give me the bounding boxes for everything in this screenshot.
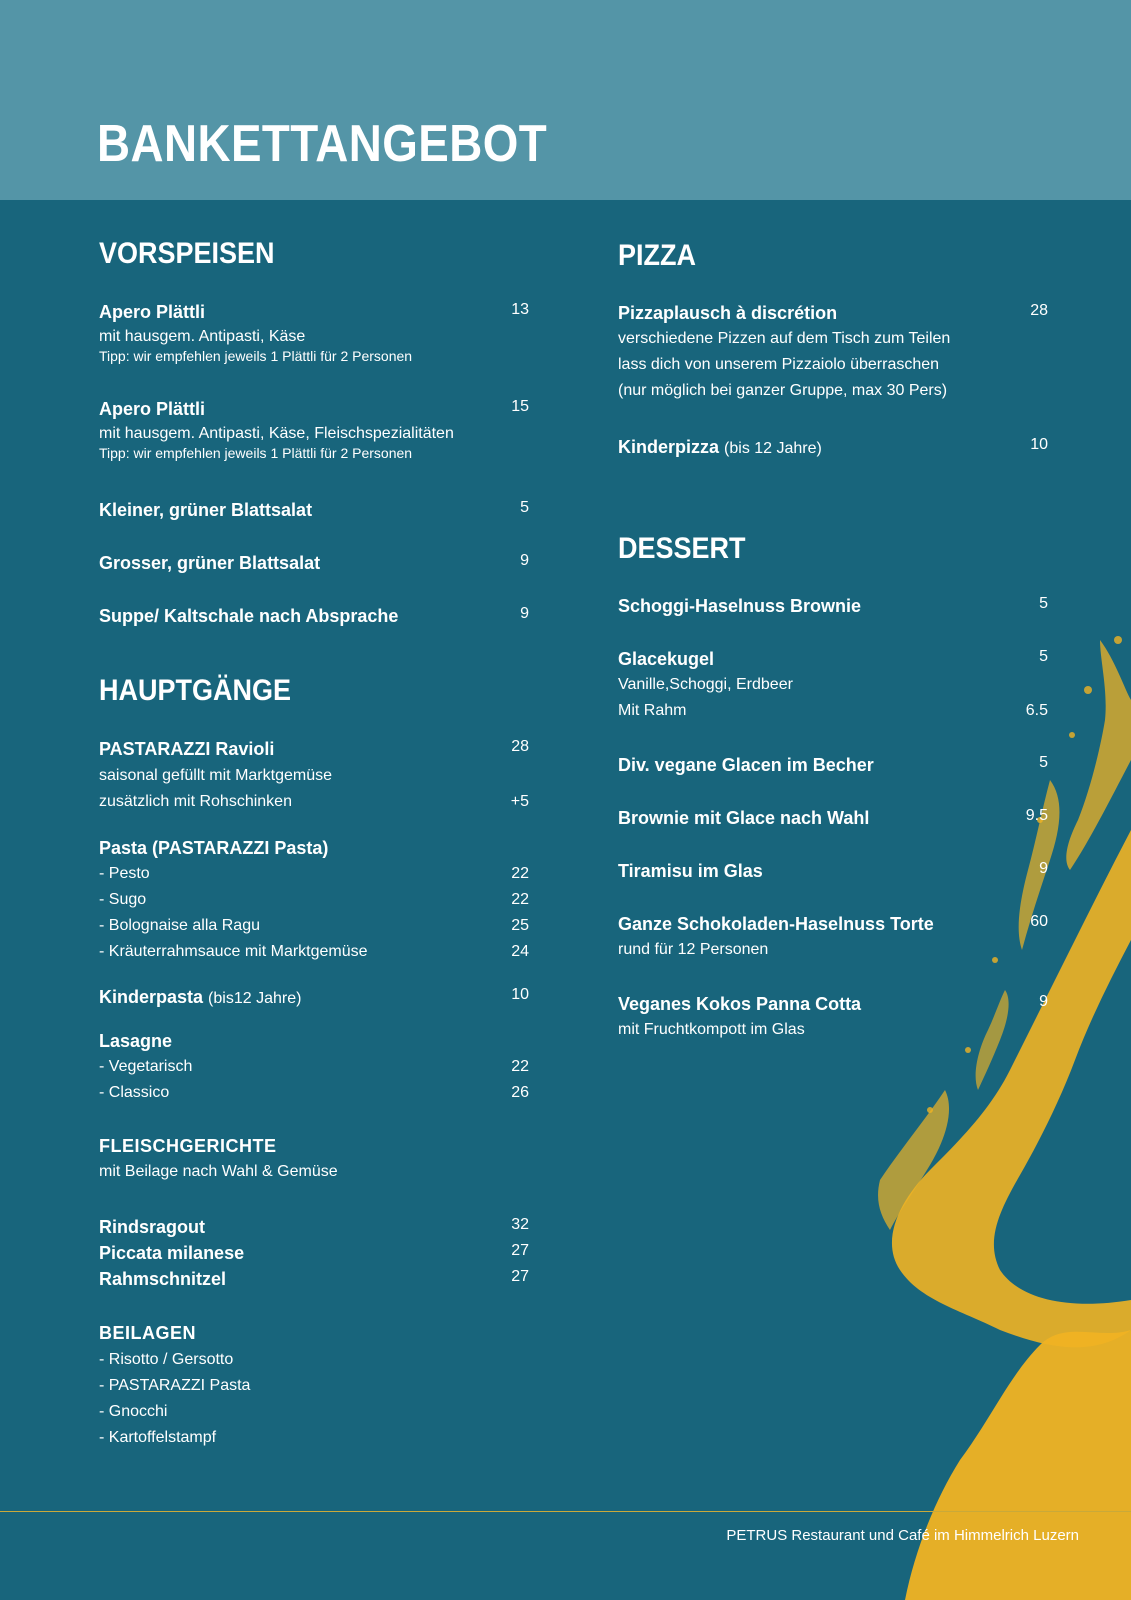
section-heading-dessert: DESSERT — [618, 532, 746, 565]
option-row — [99, 942, 529, 962]
menu-item-pasta — [99, 837, 529, 962]
menu-item-torte — [618, 913, 1048, 960]
option-row — [99, 916, 529, 936]
subsection-heading: BEILAGEN — [99, 1323, 197, 1343]
option-price: 25 — [511, 917, 529, 934]
item-price: 15 — [511, 398, 529, 415]
item-price: 5 — [1039, 648, 1048, 665]
item-name: Ganze Schokoladen-Haselnuss Torte — [618, 914, 934, 934]
list-item: - Gnocchi — [99, 1403, 168, 1420]
option-price: 22 — [511, 865, 529, 882]
option-label: - Pesto — [99, 865, 150, 882]
item-price: 28 — [1030, 302, 1048, 319]
item-name: Rahmschnitzel — [99, 1269, 227, 1289]
item-name: Rindsragout — [99, 1217, 205, 1237]
subsection-fleischgerichte — [99, 1135, 529, 1182]
item-price: 10 — [511, 986, 529, 1003]
option-label: - Bolognaise alla Ragu — [99, 917, 260, 934]
menu-item — [99, 499, 529, 521]
item-price: 13 — [511, 301, 529, 318]
menu-item — [99, 605, 529, 627]
item-extra — [618, 701, 1048, 721]
item-price: 9 — [520, 552, 529, 569]
item-description: saisonal gefüllt mit Marktgemüse — [99, 767, 332, 784]
footer-divider — [0, 1511, 1131, 1512]
menu-item — [618, 860, 1048, 882]
item-name: Suppe/ Kaltschale nach Absprache — [99, 606, 399, 626]
section-heading-pizza: PIZZA — [618, 239, 697, 272]
subsection-description: mit Beilage nach Wahl & Gemüse — [99, 1163, 338, 1180]
item-description: rund für 12 Personen — [618, 941, 769, 958]
option-label: - Classico — [99, 1084, 170, 1101]
section-heading-vorspeisen: VORSPEISEN — [99, 237, 275, 270]
item-name: Div. vegane Glacen im Becher — [618, 755, 874, 775]
item-price: 28 — [511, 738, 529, 755]
menu-item-glacekugel — [618, 648, 1048, 721]
option-price: 22 — [511, 891, 529, 908]
item-price: 9 — [1039, 860, 1048, 877]
item-name: Pasta (PASTARAZZI Pasta) — [99, 838, 329, 858]
option-row — [99, 1057, 529, 1077]
item-price: 5 — [1039, 595, 1048, 612]
item-name: Apero Plättli — [99, 399, 206, 419]
list-item: - Kartoffelstampf — [99, 1429, 217, 1446]
menu-item — [99, 1216, 529, 1238]
item-price: 9.5 — [1025, 807, 1048, 824]
list-item: - PASTARAZZI Pasta — [99, 1377, 251, 1394]
item-description: mit hausgem. Antipasti, Käse, Fleischspezialitäten — [99, 425, 454, 442]
item-name: Apero Plättli — [99, 302, 206, 322]
item-description-line: verschiedene Pizzen auf dem Tisch zum Teilen — [618, 330, 951, 347]
page-title: BANKETTANGEBOT — [97, 115, 548, 173]
item-name: Kinderpizza — [618, 437, 720, 457]
option-price: 22 — [511, 1058, 529, 1075]
option-price: 26 — [511, 1084, 529, 1101]
item-extra-label: Mit Rahm — [618, 702, 687, 719]
menu-item-kinderpasta — [99, 986, 529, 1010]
item-price: 60 — [1030, 913, 1048, 930]
subsection-beilagen — [99, 1322, 529, 1448]
item-note: (bis12 Jahre) — [208, 990, 302, 1007]
item-tip: Tipp: wir empfehlen jeweils 1 Plättli für 2 Personen — [99, 348, 413, 364]
menu-item — [618, 807, 1048, 829]
item-price: 5 — [520, 499, 529, 516]
menu-item-lasagne — [99, 1030, 529, 1103]
menu-item — [99, 552, 529, 574]
option-label: - Kräuterrahmsauce mit Marktgemüse — [99, 943, 368, 960]
menu-item-panna-cotta — [618, 993, 1048, 1040]
item-price: 10 — [1030, 436, 1048, 453]
item-extra-label: zusätzlich mit Rohschinken — [99, 793, 292, 810]
item-price: 9 — [1039, 993, 1048, 1010]
menu-item-pizzaplausch — [618, 302, 1048, 401]
item-extra — [99, 792, 529, 812]
footer-text: PETRUS Restaurant und Café im Himmelrich Luzern — [726, 1527, 1079, 1544]
section-heading-hauptgaenge: HAUPTGÄNGE — [99, 674, 292, 707]
option-row — [99, 864, 529, 884]
item-price: 32 — [511, 1216, 529, 1233]
item-extra-price: +5 — [510, 793, 529, 810]
item-name: Tiramisu im Glas — [618, 861, 763, 881]
menu-item — [99, 1242, 529, 1264]
item-description: mit Fruchtkompott im Glas — [618, 1021, 805, 1038]
option-label: - Sugo — [99, 891, 147, 908]
option-label: - Vegetarisch — [99, 1058, 193, 1075]
subsection-heading: FLEISCHGERICHTE — [99, 1136, 277, 1156]
item-name: Grosser, grüner Blattsalat — [99, 553, 321, 573]
item-name: Pizzaplausch à discrétion — [618, 303, 838, 323]
item-tip: Tipp: wir empfehlen jeweils 1 Plättli für 2 Personen — [99, 445, 413, 461]
menu-item — [618, 754, 1048, 776]
menu-item-kinderpizza — [618, 436, 1048, 460]
item-description: mit hausgem. Antipasti, Käse — [99, 328, 306, 345]
item-name: PASTARAZZI Ravioli — [99, 739, 275, 759]
option-price: 24 — [511, 943, 529, 960]
item-price: 9 — [520, 605, 529, 622]
item-name: Piccata milanese — [99, 1243, 245, 1263]
item-name: Kleiner, grüner Blattsalat — [99, 500, 313, 520]
option-row — [99, 1083, 529, 1103]
item-description-line: (nur möglich bei ganzer Gruppe, max 30 Pers) — [618, 382, 948, 399]
menu-item — [99, 301, 529, 365]
item-note: (bis 12 Jahre) — [724, 440, 822, 457]
menu-item-ravioli — [99, 738, 529, 812]
item-price: 27 — [511, 1242, 529, 1259]
item-name: Kinderpasta — [99, 987, 204, 1007]
item-name: Glacekugel — [618, 649, 715, 669]
item-price: 5 — [1039, 754, 1048, 771]
item-name: Lasagne — [99, 1031, 173, 1051]
menu-item — [618, 595, 1048, 617]
item-description-line: lass dich von unserem Pizzaiolo überraschen — [618, 356, 940, 373]
list-item: - Risotto / Gersotto — [99, 1351, 234, 1368]
item-name: Schoggi-Haselnuss Brownie — [618, 596, 862, 616]
menu-item — [99, 398, 529, 462]
menu-item — [99, 1268, 529, 1290]
item-name: Veganes Kokos Panna Cotta — [618, 994, 862, 1014]
option-row — [99, 890, 529, 910]
item-price: 27 — [511, 1268, 529, 1285]
item-name: Brownie mit Glace nach Wahl — [618, 808, 870, 828]
item-extra-price: 6.5 — [1025, 702, 1048, 719]
item-description: Vanille,Schoggi, Erdbeer — [618, 676, 793, 693]
